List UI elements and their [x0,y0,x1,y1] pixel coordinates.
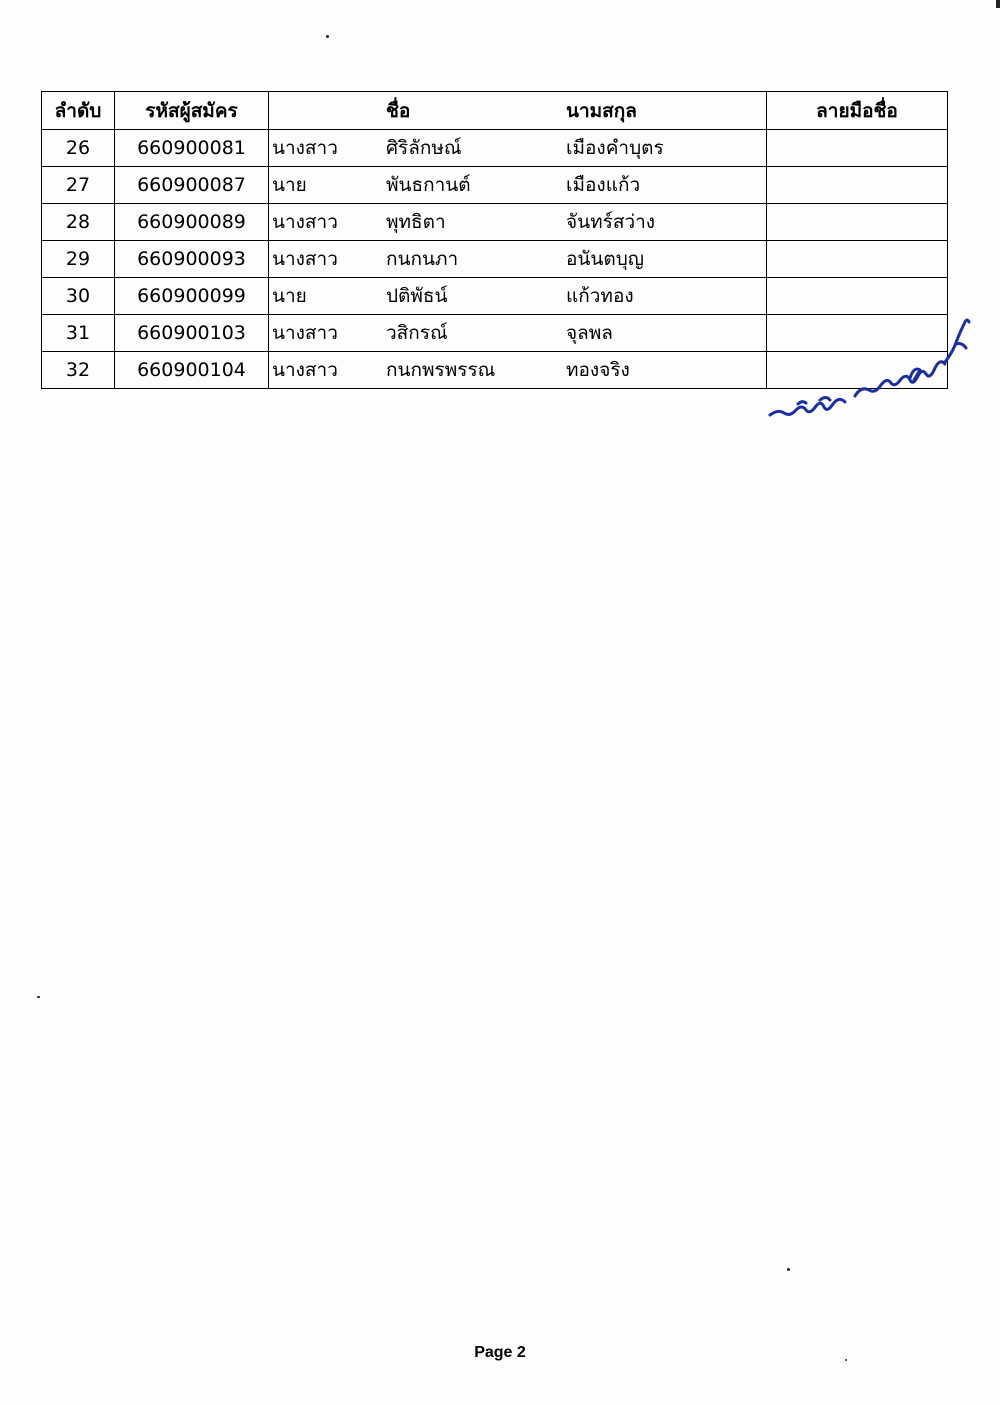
row-number: 32 [42,352,115,389]
first-name: ปติพัธน์ [386,285,448,307]
signature-cell [767,241,948,278]
name-cell [269,352,767,389]
name-title: นางสาว [272,322,338,344]
signature-cell [767,204,948,241]
scan-speck [37,996,40,998]
name-title: นางสาว [272,359,338,381]
last-name: จุลพล [566,322,613,344]
header-last-name: นามสกุล [566,99,637,122]
last-name: ทองจริง [566,359,630,381]
applicant-id: 660900103 [115,315,269,352]
name-title: นางสาว [272,248,338,270]
first-name: วสิกรณ์ [386,322,448,344]
name-cell [269,241,767,278]
name-cell [269,278,767,315]
applicant-id: 660900104 [115,352,269,389]
last-name: อนันตบุญ [566,248,644,270]
header-signature: ลายมือชื่อ [767,92,948,130]
first-name: ศิริลักษณ์ [386,137,462,159]
applicant-id: 660900099 [115,278,269,315]
applicant-id: 660900087 [115,167,269,204]
last-name: แก้วทอง [566,285,634,307]
name-title: นางสาว [272,211,338,233]
header-id: รหัสผู้สมัคร [115,92,269,130]
row-number: 31 [42,315,115,352]
name-cell [269,204,767,241]
row-number: 28 [42,204,115,241]
handwritten-signature [760,300,990,430]
row-number: 29 [42,241,115,278]
first-name: พันธกานต์ [386,174,471,196]
scan-speck [996,0,1000,8]
applicant-id: 660900089 [115,204,269,241]
last-name: จันทร์สว่าง [566,211,656,233]
header-no: ลำดับ [42,92,115,130]
name-title: นาย [272,174,307,196]
name-cell [269,167,767,204]
table-row [42,241,948,278]
applicant-id: 660900081 [115,130,269,167]
page-number: Page 2 [474,1344,526,1361]
last-name: เมืองแก้ว [566,174,641,196]
table-header-row [42,92,948,130]
name-cell [269,130,767,167]
first-name: กนกพรพรรณ [386,359,496,381]
scan-speck [326,35,329,38]
table-row [42,167,948,204]
header-first-name: ชื่อ [386,99,411,122]
signature-cell [767,130,948,167]
first-name: กนกนภา [386,248,459,270]
row-number: 27 [42,167,115,204]
name-title: นาย [272,285,307,307]
row-number: 26 [42,130,115,167]
row-number: 30 [42,278,115,315]
scan-speck [845,1359,847,1361]
scan-speck [787,1268,790,1271]
applicant-id: 660900093 [115,241,269,278]
last-name: เมืองคำบุตร [566,137,664,159]
first-name: พุทธิตา [386,211,446,233]
header-name [269,92,767,130]
name-cell [269,315,767,352]
table-row [42,130,948,167]
table-row [42,204,948,241]
signature-cell [767,167,948,204]
name-title: นางสาว [272,137,338,159]
